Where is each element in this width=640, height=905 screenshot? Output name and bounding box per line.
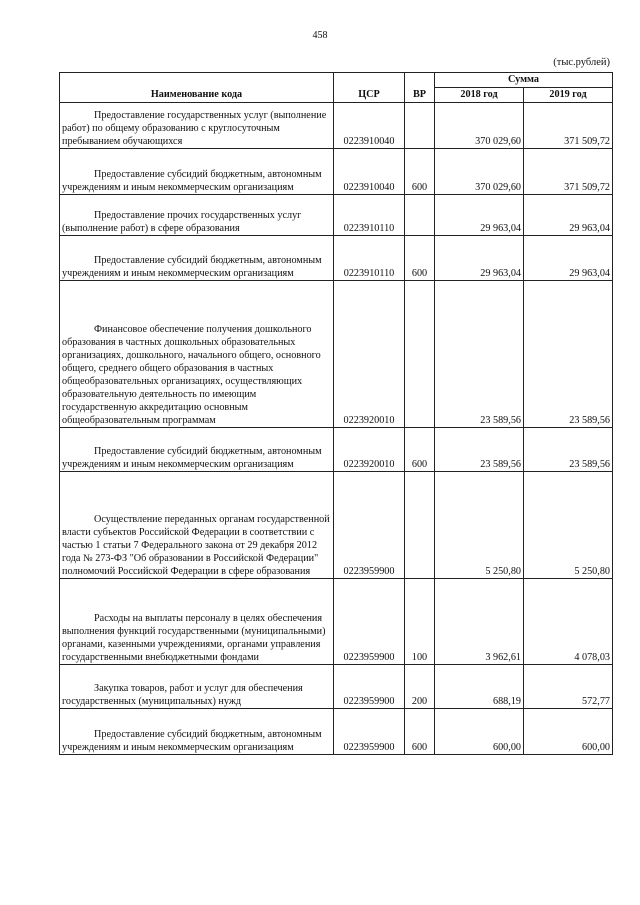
row-name-text: Предоставление субсидий бюджетным, автономным учреждениям и иным некоммерческим организациям <box>62 446 322 470</box>
row-sum-2019: 371 509,72 <box>524 149 613 195</box>
header-2018: 2018 год <box>435 88 524 103</box>
row-name <box>60 103 334 149</box>
table-row <box>60 579 613 665</box>
row-name-text: Предоставление субсидий бюджетным, автономным учреждениям и иным некоммерческим организациям <box>62 169 322 193</box>
row-vr: 600 <box>405 709 435 755</box>
table-row <box>60 709 613 755</box>
row-name <box>60 281 334 428</box>
row-vr <box>405 472 435 579</box>
table-row <box>60 195 613 236</box>
table-row <box>60 281 613 428</box>
header-vr: ВР <box>405 73 435 103</box>
row-sum-2018: 3 962,61 <box>435 579 524 665</box>
row-csr: 0223959900 <box>334 472 405 579</box>
row-name-text: Предоставление государственных услуг (выполнение работ) по общему образованию с круглосуточным пребыванием обучающихся <box>62 110 327 147</box>
table-row <box>60 149 613 195</box>
budget-table <box>59 72 613 755</box>
row-sum-2018: 5 250,80 <box>435 472 524 579</box>
row-sum-2018: 370 029,60 <box>435 149 524 195</box>
row-sum-2018: 29 963,04 <box>435 195 524 236</box>
row-name-text: Предоставление субсидий бюджетным, автономным учреждениям и иным некоммерческим организациям <box>62 255 322 279</box>
row-name <box>60 665 334 709</box>
row-name-text: Расходы на выплаты персоналу в целях обеспечения выполнения функций государственными (муниципальными) органами, казенными учреждениями, органами управления государственными внебюджетными фондами <box>62 613 326 663</box>
row-vr: 600 <box>405 149 435 195</box>
row-name-text: Закупка товаров, работ и услуг для обеспечения государственных (муниципальных) нужд <box>62 683 303 707</box>
row-name-text: Предоставление прочих государственных услуг (выполнение работ) в сфере образования <box>62 210 302 234</box>
table-row <box>60 472 613 579</box>
row-sum-2019: 23 589,56 <box>524 428 613 472</box>
row-name <box>60 149 334 195</box>
row-sum-2018: 600,00 <box>435 709 524 755</box>
row-vr: 100 <box>405 579 435 665</box>
row-sum-2019: 600,00 <box>524 709 613 755</box>
row-name <box>60 709 334 755</box>
row-name <box>60 195 334 236</box>
row-sum-2019: 5 250,80 <box>524 472 613 579</box>
header-sum: Сумма <box>435 73 613 88</box>
row-name <box>60 428 334 472</box>
table-row <box>60 236 613 281</box>
table-row <box>60 665 613 709</box>
table-row <box>60 103 613 149</box>
row-vr: 600 <box>405 428 435 472</box>
table-body <box>60 103 613 755</box>
row-sum-2018: 29 963,04 <box>435 236 524 281</box>
row-vr <box>405 103 435 149</box>
row-vr: 600 <box>405 236 435 281</box>
row-csr: 0223920010 <box>334 428 405 472</box>
row-csr: 0223910110 <box>334 236 405 281</box>
units-label: (тыс.рублей) <box>553 57 610 68</box>
header-csr: ЦСР <box>334 73 405 103</box>
row-csr: 0223959900 <box>334 665 405 709</box>
row-sum-2019: 29 963,04 <box>524 236 613 281</box>
row-csr: 0223910040 <box>334 103 405 149</box>
row-name <box>60 236 334 281</box>
row-csr: 0223910040 <box>334 149 405 195</box>
header-2019: 2019 год <box>524 88 613 103</box>
row-sum-2018: 688,19 <box>435 665 524 709</box>
row-name <box>60 472 334 579</box>
row-sum-2018: 23 589,56 <box>435 281 524 428</box>
row-csr: 0223920010 <box>334 281 405 428</box>
row-sum-2018: 23 589,56 <box>435 428 524 472</box>
row-name-text: Осуществление переданных органам государственной власти субъектов Российской Федерации в соответствии с частью 1 статьи 7 Федерального закона от 29 декабря 2012 года № 273-ФЗ "Об образовании в Российской Федерации" полномочий Российской Федерации в сфере образования <box>62 514 330 577</box>
row-sum-2019: 572,77 <box>524 665 613 709</box>
row-vr: 200 <box>405 665 435 709</box>
table-row <box>60 428 613 472</box>
row-name-text: Финансовое обеспечение получения дошкольного образования в частных дошкольных образовательных организациях, дошкольного, начального общего, основного общего, среднего общего образования в частных общеобразовательных организациях, осуществляющих образовательную деятельность по имеющим государственную аккредитацию основным общеобразовательным программам <box>62 324 321 426</box>
row-sum-2019: 23 589,56 <box>524 281 613 428</box>
header-name: Наименование кода <box>60 73 334 103</box>
row-vr <box>405 195 435 236</box>
row-sum-2019: 371 509,72 <box>524 103 613 149</box>
row-csr: 0223959900 <box>334 579 405 665</box>
row-csr: 0223959900 <box>334 709 405 755</box>
row-sum-2018: 370 029,60 <box>435 103 524 149</box>
row-sum-2019: 4 078,03 <box>524 579 613 665</box>
row-vr <box>405 281 435 428</box>
page-number: 458 <box>312 30 328 41</box>
row-csr: 0223910110 <box>334 195 405 236</box>
row-sum-2019: 29 963,04 <box>524 195 613 236</box>
row-name-text: Предоставление субсидий бюджетным, автономным учреждениям и иным некоммерческим организациям <box>62 729 322 753</box>
row-name <box>60 579 334 665</box>
